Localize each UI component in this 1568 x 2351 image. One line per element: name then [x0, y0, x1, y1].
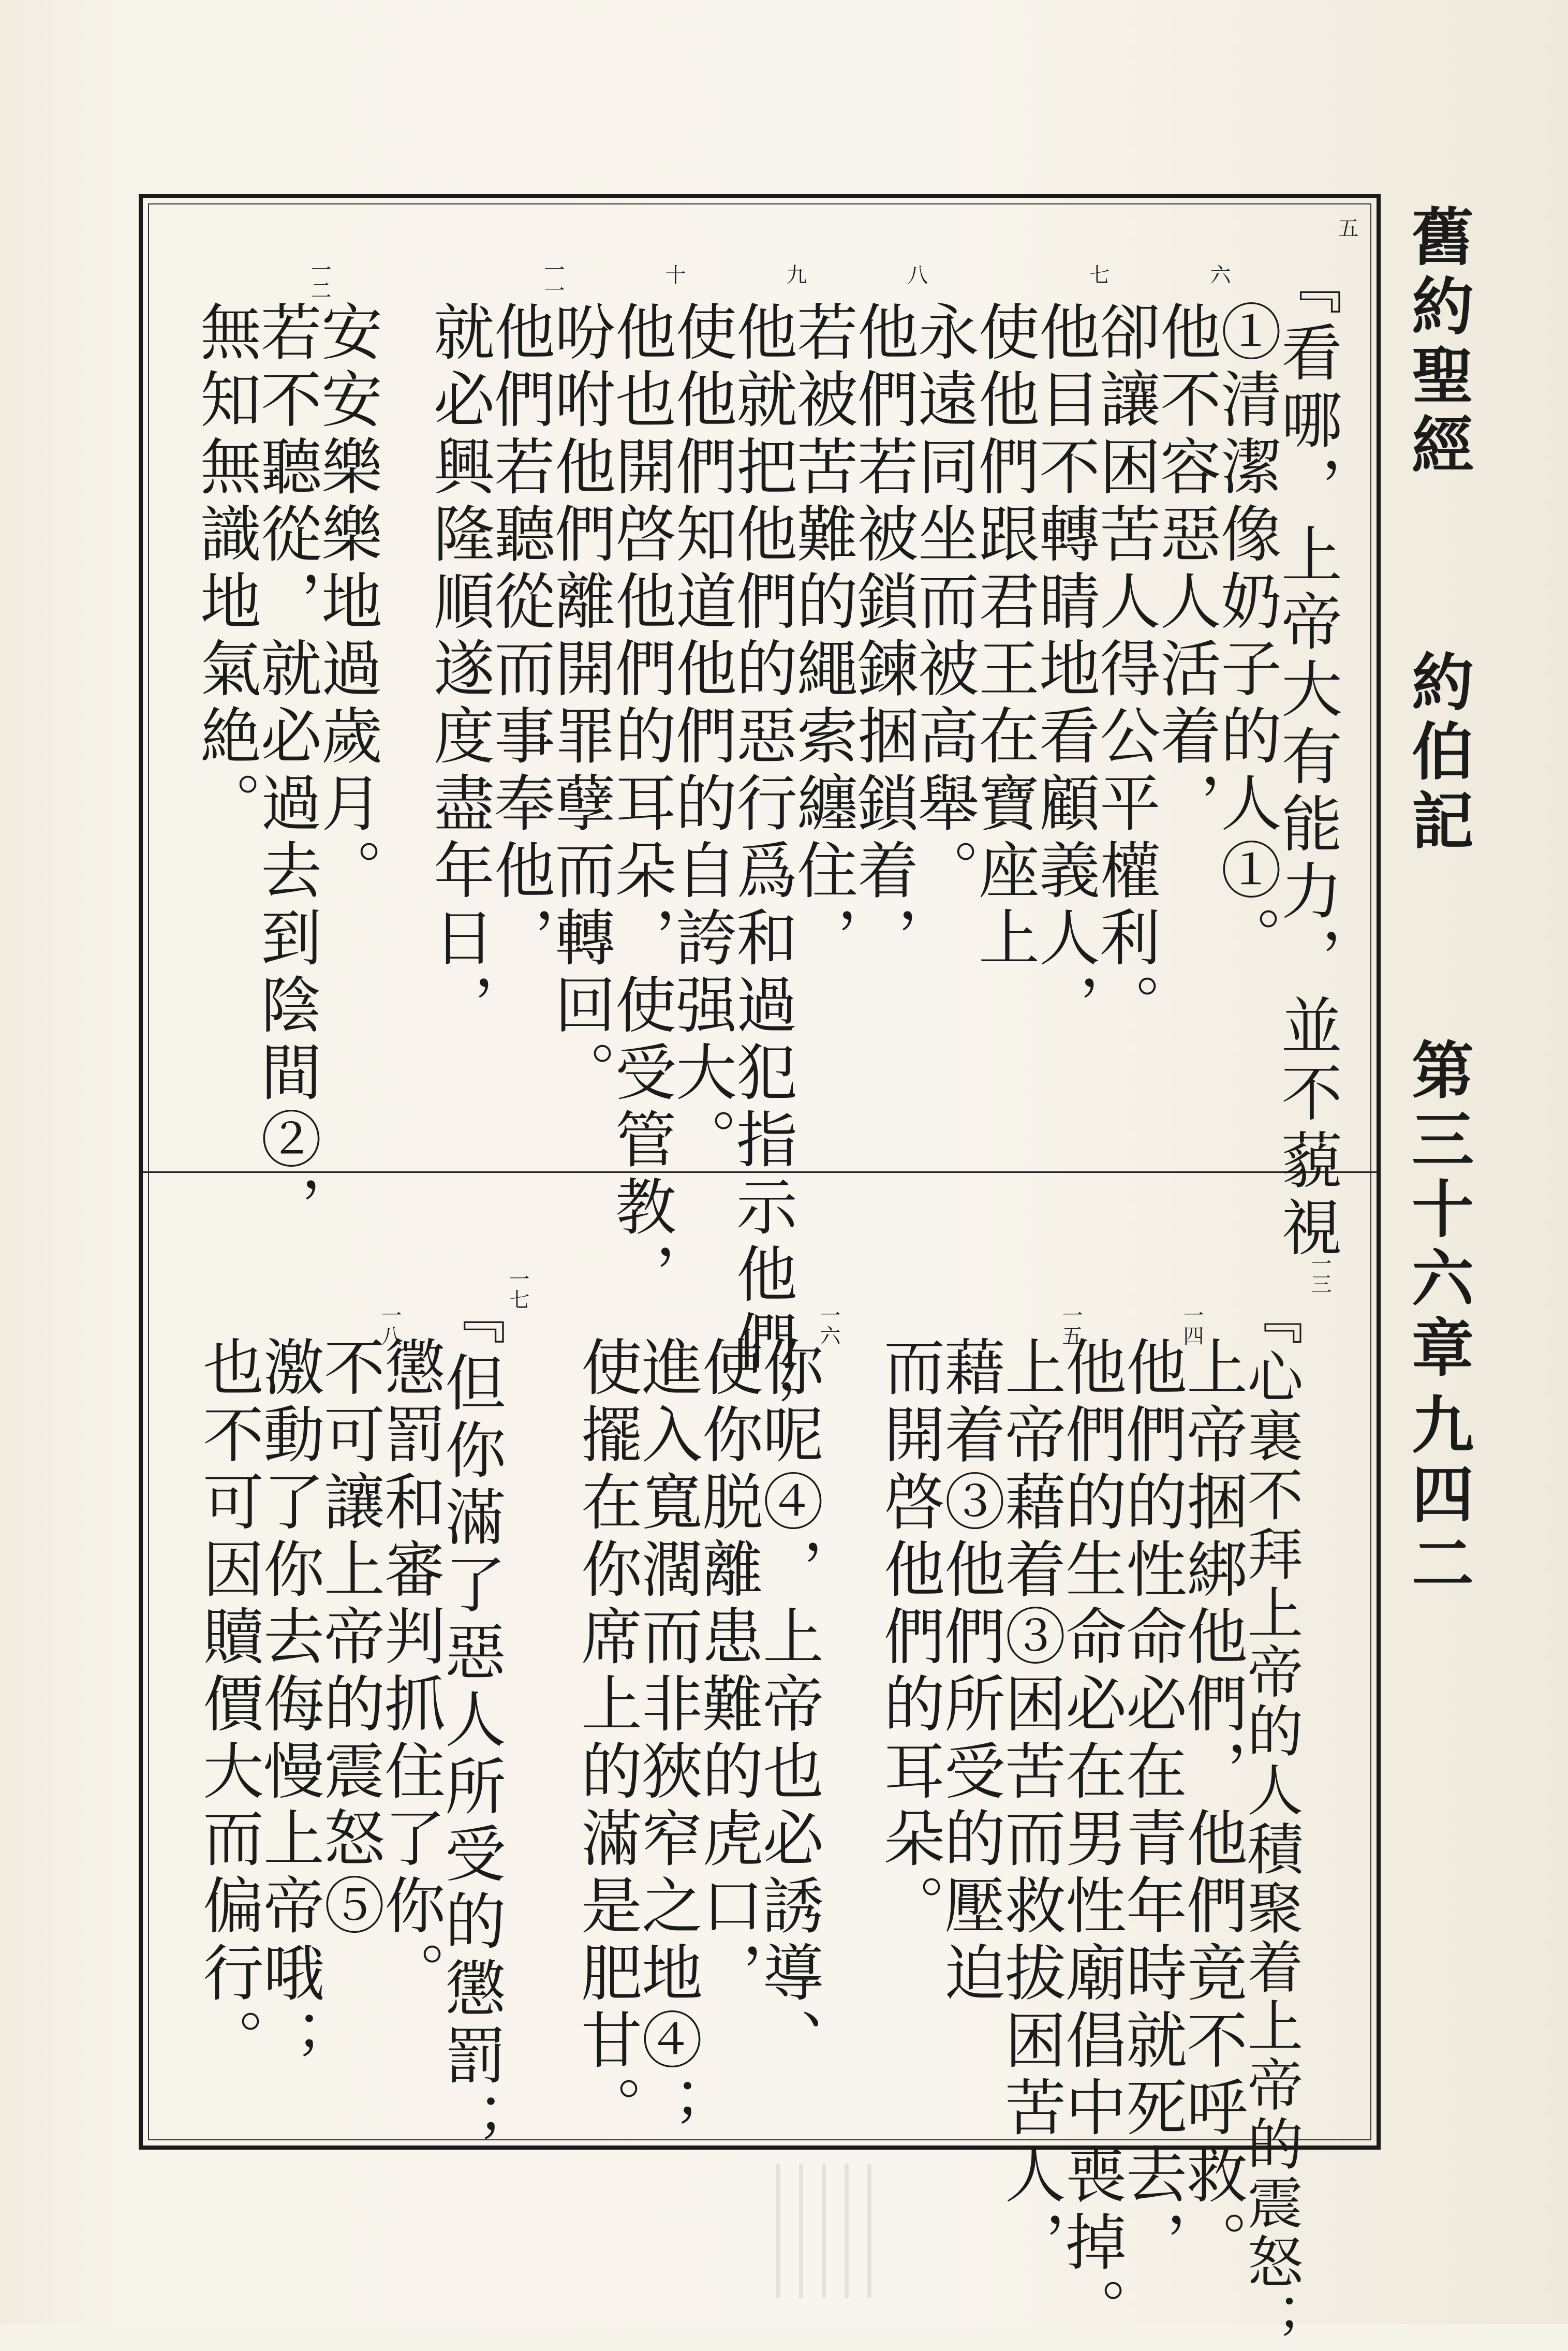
verse-number: 十	[662, 264, 686, 285]
verse-number: 五	[1335, 217, 1358, 238]
text-column: 不可讓上帝的震怒⑤	[314, 1335, 385, 1941]
verse-number: 七	[1086, 264, 1110, 285]
text-column: 激動了你去侮慢上帝哦；	[253, 1335, 324, 2076]
verse-number: 一八	[378, 1304, 402, 1346]
text-column: 他們若被鎖鍊捆鎖着，	[847, 300, 919, 973]
text-column: 也不可因贖價大而偏行。	[193, 1335, 264, 2076]
verse-number: 一一	[541, 259, 565, 300]
text-column: 他不容惡人活着，	[1150, 300, 1221, 839]
text-column: 上帝捆綁他們，他們竟不呼救。	[1176, 1335, 1248, 2277]
text-column: 他也開啓他們的耳朵，使受管教，	[605, 300, 676, 1310]
text-column: 『但你滿了惡人所受的懲罰；	[435, 1284, 506, 2158]
text-column: 永遠同坐而被高舉。	[908, 300, 979, 906]
verse-number: 一六	[817, 1304, 840, 1346]
text-column: 進入寬濶而非狹窄之地④；	[631, 1335, 703, 2143]
verse-number: 六	[1207, 264, 1231, 285]
text-column: 而開啓他們的耳朵。	[874, 1335, 945, 1941]
verse-number: 一四	[1180, 1304, 1204, 1346]
text-column: 『心裏不拜上帝的人積聚着上帝的震怒；	[1238, 1289, 1303, 2351]
text-column: 無知無識地氣絶。	[190, 300, 261, 839]
text-column: 『看哪，上帝大有能力，並不藐視	[1271, 254, 1342, 1263]
text-column: 他們的生命必在男性廟倡中喪掉。	[1055, 1335, 1127, 2345]
text-column: 安安樂樂地過歲月。	[311, 300, 382, 906]
text-column: 他們的性命必在青年時就死去，	[1116, 1335, 1187, 2277]
verse-number: 一七	[506, 1268, 529, 1310]
text-column: 若被苦難的繩索纏住，	[787, 300, 858, 973]
text-column: 你呢④，上帝也必誘導、	[752, 1335, 824, 2076]
text-column: 就必興隆順遂度盡年日，	[423, 300, 495, 1040]
text-column: ①清潔像奶子的人①。	[1210, 300, 1282, 973]
text-column: 藉着③他們所受的壓迫	[934, 1335, 1005, 2008]
text-column: 他目不轉睛地看顧義人，	[1029, 300, 1100, 1040]
text-column: 使你脱離患難的虎口，	[692, 1335, 763, 2008]
text-column: 懲罰和審判抓住了你。	[374, 1335, 446, 2008]
chapter-title: 第三十六章	[1401, 1038, 1474, 1385]
show-through-marks	[776, 2164, 880, 2298]
text-column: 使他們知道他們的自誇强大。	[665, 300, 737, 1175]
text-column: 上帝藉着③困苦而救拔困苦人，	[995, 1335, 1066, 2277]
section-title: 約伯記	[1401, 650, 1474, 858]
verse-number: 一五	[1059, 1304, 1083, 1346]
page-number: 九四二	[1401, 1392, 1474, 1600]
text-column: 他們若聽從而事奉他，	[484, 300, 555, 973]
verse-number: 八	[904, 264, 928, 285]
text-column: 吩咐他們離開罪孽而轉回。	[544, 300, 616, 1108]
text-column: 使擺在你席上的滿是肥甘。	[571, 1335, 642, 2143]
verse-number: 一二	[307, 259, 331, 300]
text-column: 使他們跟君王在寶座上	[968, 300, 1040, 973]
verse-number: 一三	[1308, 1253, 1332, 1294]
book-title: 舊約聖經	[1401, 204, 1474, 482]
verse-number: 九	[783, 264, 807, 285]
text-column: 他就把他們的惡行爲和過犯指示他們，	[726, 300, 797, 1444]
text-column: 若不聽從，就必過去到陰間②，	[250, 300, 322, 1242]
text-column: 卻讓困苦人得公平權利。	[1089, 300, 1161, 1040]
